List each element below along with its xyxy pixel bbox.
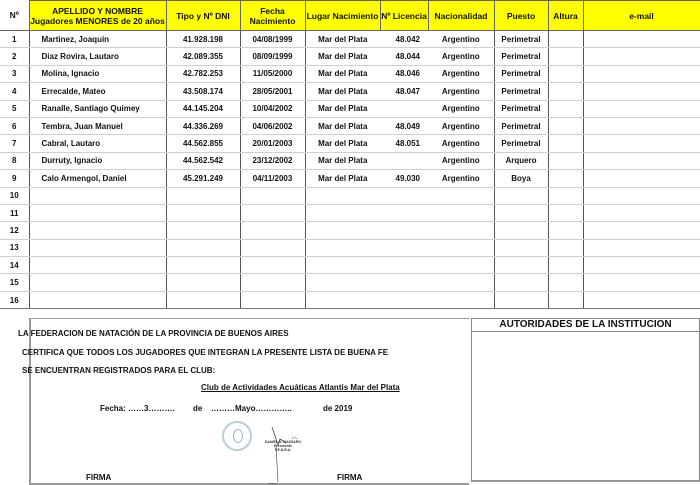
roster-body	[0, 31, 700, 309]
cell-email	[583, 274, 700, 291]
cell-name	[29, 274, 166, 291]
cell-dni: 44.562.855	[166, 135, 240, 152]
cell-altura	[548, 257, 583, 274]
date-de: de	[193, 404, 203, 413]
header-dni: Tipo y Nº DNI	[166, 1, 240, 31]
cert-line-3: SE ENCUENTRAN REGISTRADOS PARA EL CLUB:	[22, 366, 216, 375]
cell-nacionalidad	[428, 291, 494, 308]
cell-licencia	[380, 257, 428, 274]
cell-email	[583, 65, 700, 82]
cell-puesto: Boya	[494, 170, 548, 187]
cell-num: 9	[0, 170, 29, 187]
header-fecha-line2: Nacimiento	[249, 15, 296, 26]
cell-dni	[166, 187, 240, 204]
cell-name: Calo Armengol, Daniel	[29, 170, 166, 187]
cell-lugar: Mar del Plata	[305, 83, 380, 100]
cell-num: 6	[0, 117, 29, 134]
table-row	[0, 65, 700, 82]
header-name	[29, 1, 166, 31]
cell-name: Errecalde, Mateo	[29, 83, 166, 100]
cell-email	[583, 222, 700, 239]
cell-altura	[548, 274, 583, 291]
cell-dni	[166, 222, 240, 239]
cell-nacionalidad	[428, 257, 494, 274]
table-row	[0, 291, 700, 308]
cell-dni: 44.562.542	[166, 152, 240, 169]
signer-role: Presidente	[274, 444, 292, 448]
cell-lugar	[305, 257, 380, 274]
cell-dni: 43.508.174	[166, 83, 240, 100]
cell-nacionalidad: Argentino	[428, 135, 494, 152]
date-day: Fecha: ……3……….	[100, 404, 175, 413]
cell-fecha	[240, 291, 305, 308]
cell-licencia: 48.051	[380, 135, 428, 152]
cell-licencia: 48.047	[380, 83, 428, 100]
cell-name	[29, 239, 166, 256]
cell-licencia: 48.042	[380, 31, 428, 48]
cell-nacionalidad: Argentino	[428, 83, 494, 100]
cell-altura	[548, 170, 583, 187]
cell-email	[583, 291, 700, 308]
cell-puesto: Perimetral	[494, 48, 548, 65]
cell-puesto: Perimetral	[494, 117, 548, 134]
authorities-title: AUTORIDADES DE LA INSTITUCION	[472, 319, 699, 332]
cell-puesto: Arquero	[494, 152, 548, 169]
signature-stroke	[268, 425, 308, 485]
cell-fecha: 10/04/2002	[240, 100, 305, 117]
cell-email	[583, 100, 700, 117]
cell-fecha	[240, 274, 305, 291]
cell-fecha: 23/12/2002	[240, 152, 305, 169]
cell-num: 2	[0, 48, 29, 65]
cell-altura	[548, 291, 583, 308]
cell-lugar	[305, 222, 380, 239]
cell-email	[583, 257, 700, 274]
table-row	[0, 100, 700, 117]
cell-email	[583, 31, 700, 48]
cell-licencia	[380, 100, 428, 117]
certification-box	[29, 318, 469, 485]
cell-licencia	[380, 187, 428, 204]
cell-licencia: 49.030	[380, 170, 428, 187]
cell-puesto: Perimetral	[494, 135, 548, 152]
table-row	[0, 239, 700, 256]
cell-num: 8	[0, 152, 29, 169]
cell-email	[583, 117, 700, 134]
cell-num: 15	[0, 274, 29, 291]
federation-stamp	[222, 421, 252, 451]
cell-altura	[548, 187, 583, 204]
cell-fecha: 11/05/2000	[240, 65, 305, 82]
cell-altura	[548, 48, 583, 65]
header-email: e-mail	[583, 1, 700, 31]
cell-lugar	[305, 291, 380, 308]
club-name: Club de Actividades Acuáticas Atlantis Mar del Plata	[201, 383, 400, 392]
cell-licencia	[380, 291, 428, 308]
cell-puesto	[494, 204, 548, 221]
cell-dni: 42.782.253	[166, 65, 240, 82]
cell-nacionalidad	[428, 204, 494, 221]
table-row	[0, 274, 700, 291]
table-row	[0, 170, 700, 187]
cell-name: Tembra, Juan Manuel	[29, 117, 166, 134]
table-row	[0, 257, 700, 274]
cell-name: Ranalle, Santiago Quimey	[29, 100, 166, 117]
cell-name	[29, 257, 166, 274]
cell-email	[583, 204, 700, 221]
header-num: Nº	[0, 1, 29, 31]
cell-fecha: 20/01/2003	[240, 135, 305, 152]
cell-num: 13	[0, 239, 29, 256]
table-row	[0, 135, 700, 152]
cell-altura	[548, 100, 583, 117]
header-name-line1: APELLIDO Y NOMBRE	[52, 5, 143, 16]
cell-email	[583, 48, 700, 65]
cell-name	[29, 222, 166, 239]
header-licencia: Nº Licencia	[380, 1, 428, 31]
cell-licencia	[380, 152, 428, 169]
cell-fecha	[240, 257, 305, 274]
cell-licencia: 48.044	[380, 48, 428, 65]
cell-nacionalidad	[428, 187, 494, 204]
signer-block	[253, 440, 313, 452]
cell-name: Martinez, Joaquin	[29, 31, 166, 48]
signer-org: F.E.N.B.A.	[274, 448, 292, 452]
cell-dni	[166, 291, 240, 308]
header-lugar: Lugar Nacimiento	[305, 1, 380, 31]
cert-line-1: LA FEDERACION DE NATACIÓN DE LA PROVINCIA DE BUENOS AIRES	[18, 329, 289, 338]
header-fecha	[240, 1, 305, 31]
cell-dni: 41.928.198	[166, 31, 240, 48]
firma-left: FIRMA	[86, 473, 112, 482]
cell-num: 4	[0, 83, 29, 100]
cell-nacionalidad: Argentino	[428, 48, 494, 65]
cell-dni: 44.336.269	[166, 117, 240, 134]
cell-altura	[548, 204, 583, 221]
cell-name: Diaz Rovira, Lautaro	[29, 48, 166, 65]
cell-fecha: 28/05/2001	[240, 83, 305, 100]
cell-num: 11	[0, 204, 29, 221]
cell-lugar	[305, 204, 380, 221]
cell-fecha: 04/08/1999	[240, 31, 305, 48]
cell-email	[583, 170, 700, 187]
cell-email	[583, 83, 700, 100]
cell-fecha: 08/09/1999	[240, 48, 305, 65]
cell-email	[583, 187, 700, 204]
cell-puesto: Perimetral	[494, 65, 548, 82]
header-nacionalidad: Nacionalidad	[428, 1, 494, 31]
cell-dni: 42.089.355	[166, 48, 240, 65]
date-month: ………Mayo…………..	[211, 404, 292, 413]
cell-num: 1	[0, 31, 29, 48]
cell-dni	[166, 274, 240, 291]
header-name-line2: Jugadores MENORES de 20 años	[30, 15, 165, 26]
cell-nacionalidad	[428, 239, 494, 256]
cell-fecha	[240, 239, 305, 256]
cell-altura	[548, 65, 583, 82]
date-year: de 2019	[323, 404, 353, 413]
cell-licencia	[380, 239, 428, 256]
cell-puesto	[494, 239, 548, 256]
cell-name: Durruty, Ignacio	[29, 152, 166, 169]
header-altura: Altura	[548, 1, 583, 31]
cell-lugar: Mar del Plata	[305, 31, 380, 48]
cell-nacionalidad	[428, 274, 494, 291]
cell-num: 10	[0, 187, 29, 204]
cell-num: 5	[0, 100, 29, 117]
cell-num: 7	[0, 135, 29, 152]
cell-email	[583, 239, 700, 256]
cell-lugar	[305, 274, 380, 291]
cell-lugar: Mar del Plata	[305, 100, 380, 117]
cell-fecha	[240, 204, 305, 221]
cell-num: 14	[0, 257, 29, 274]
cell-nacionalidad: Argentino	[428, 117, 494, 134]
cell-name	[29, 291, 166, 308]
table-row	[0, 204, 700, 221]
cell-name: Cabral, Lautaro	[29, 135, 166, 152]
cell-lugar: Mar del Plata	[305, 152, 380, 169]
cell-name	[29, 187, 166, 204]
table-row	[0, 117, 700, 134]
cell-puesto	[494, 257, 548, 274]
cell-nacionalidad: Argentino	[428, 31, 494, 48]
cell-altura	[548, 135, 583, 152]
cell-licencia: 48.049	[380, 117, 428, 134]
cell-fecha	[240, 187, 305, 204]
cell-lugar: Mar del Plata	[305, 170, 380, 187]
cell-puesto	[494, 222, 548, 239]
cell-altura	[548, 239, 583, 256]
cell-num: 12	[0, 222, 29, 239]
cell-licencia	[380, 274, 428, 291]
cell-puesto	[494, 274, 548, 291]
cell-altura	[548, 117, 583, 134]
cell-dni: 45.291.249	[166, 170, 240, 187]
table-row	[0, 187, 700, 204]
cell-nacionalidad: Argentino	[428, 152, 494, 169]
cell-nacionalidad: Argentino	[428, 170, 494, 187]
cell-lugar: Mar del Plata	[305, 135, 380, 152]
cell-puesto: Perimetral	[494, 83, 548, 100]
cell-lugar: Mar del Plata	[305, 48, 380, 65]
cell-dni	[166, 204, 240, 221]
table-header-row	[0, 1, 700, 31]
cell-altura	[548, 83, 583, 100]
cell-dni	[166, 239, 240, 256]
cell-name: Molina, Ignacio	[29, 65, 166, 82]
cell-num: 3	[0, 65, 29, 82]
cell-email	[583, 135, 700, 152]
cell-puesto	[494, 291, 548, 308]
table-row	[0, 48, 700, 65]
table-row	[0, 222, 700, 239]
cell-email	[583, 152, 700, 169]
cell-licencia: 48.046	[380, 65, 428, 82]
header-puesto: Puesto	[494, 1, 548, 31]
cell-fecha: 04/06/2002	[240, 117, 305, 134]
cell-puesto: Perimetral	[494, 31, 548, 48]
cell-lugar	[305, 239, 380, 256]
cell-fecha: 04/11/2003	[240, 170, 305, 187]
cell-nacionalidad: Argentino	[428, 100, 494, 117]
cell-lugar: Mar del Plata	[305, 117, 380, 134]
signer-name: DANIEL A. MASSARO	[264, 440, 302, 444]
authorities-box	[471, 318, 700, 482]
cell-lugar	[305, 187, 380, 204]
header-fecha-line1: Fecha	[260, 5, 285, 16]
firma-right: FIRMA	[337, 473, 363, 482]
table-row	[0, 31, 700, 48]
cell-nacionalidad	[428, 222, 494, 239]
cell-name	[29, 204, 166, 221]
cell-licencia	[380, 204, 428, 221]
cell-nacionalidad: Argentino	[428, 65, 494, 82]
table-row	[0, 152, 700, 169]
cell-altura	[548, 222, 583, 239]
cell-lugar: Mar del Plata	[305, 65, 380, 82]
cell-num: 16	[0, 291, 29, 308]
cell-dni: 44.145.204	[166, 100, 240, 117]
table-row	[0, 83, 700, 100]
cell-altura	[548, 31, 583, 48]
cell-puesto	[494, 187, 548, 204]
cell-dni	[166, 257, 240, 274]
cell-puesto: Perimetral	[494, 100, 548, 117]
cert-line-2: CERTIFICA QUE TODOS LOS JUGADORES QUE INTEGRAN LA PRESENTE LISTA DE BUENA FE	[22, 348, 389, 357]
cell-licencia	[380, 222, 428, 239]
cell-altura	[548, 152, 583, 169]
cell-fecha	[240, 222, 305, 239]
